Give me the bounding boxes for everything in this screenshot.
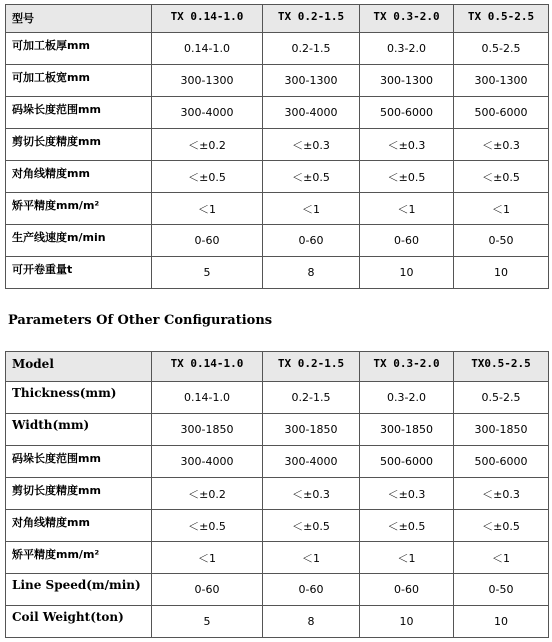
- table-header-row: [6, 5, 549, 33]
- row-label: Line Speed(m/min): [6, 574, 152, 606]
- row-label: 码垛长度范围mm: [6, 97, 152, 129]
- row-label: Coil Weight(ton): [6, 606, 152, 638]
- row-label: 可加工板宽mm: [6, 65, 152, 97]
- value-cell: 10: [454, 257, 549, 289]
- value-cell: ＜±0.5: [152, 510, 263, 542]
- value-cell: 300-1300: [263, 65, 360, 97]
- table-row: [6, 257, 549, 289]
- spec-table-other-configurations: [5, 351, 549, 638]
- value-cell: 500-6000: [360, 446, 454, 478]
- value-cell: 300-4000: [263, 97, 360, 129]
- table-row: [6, 414, 549, 446]
- value-cell: 0-60: [263, 225, 360, 257]
- value-cell: ＜±0.3: [263, 478, 360, 510]
- model-header-cell: TX 0.3-2.0: [360, 352, 454, 382]
- model-header-cell: TX 0.14-1.0: [152, 5, 263, 33]
- value-cell: 8: [263, 606, 360, 638]
- table-row: [6, 225, 549, 257]
- value-cell: 300-1850: [454, 414, 549, 446]
- value-cell: ＜±0.2: [152, 129, 263, 161]
- value-cell: ＜±0.5: [152, 161, 263, 193]
- row-label: 剪切长度精度mm: [6, 478, 152, 510]
- value-cell: 300-4000: [152, 446, 263, 478]
- row-label: 生产线速度m/min: [6, 225, 152, 257]
- value-cell: ＜1: [360, 193, 454, 225]
- table-row: [6, 97, 549, 129]
- value-cell: ＜±0.5: [454, 161, 549, 193]
- value-cell: 300-1850: [152, 414, 263, 446]
- value-cell: ＜±0.3: [360, 478, 454, 510]
- header-label-cell: 型号: [6, 5, 152, 33]
- value-cell: 5: [152, 257, 263, 289]
- model-header-cell: TX 0.5-2.5: [454, 5, 549, 33]
- row-label: 对角线精度mm: [6, 161, 152, 193]
- value-cell: 0.3-2.0: [360, 382, 454, 414]
- table-row: [6, 382, 549, 414]
- value-cell: 0.14-1.0: [152, 33, 263, 65]
- value-cell: 10: [454, 606, 549, 638]
- value-cell: 300-1300: [152, 65, 263, 97]
- value-cell: 0-60: [152, 574, 263, 606]
- table-row: [6, 542, 549, 574]
- model-header-cell: TX 0.2-1.5: [263, 352, 360, 382]
- value-cell: ＜±0.5: [360, 510, 454, 542]
- value-cell: 500-6000: [360, 97, 454, 129]
- row-label: 可加工板厚mm: [6, 33, 152, 65]
- value-cell: ＜±0.3: [263, 129, 360, 161]
- value-cell: 8: [263, 257, 360, 289]
- value-cell: ＜±0.3: [454, 478, 549, 510]
- row-label: 对角线精度mm: [6, 510, 152, 542]
- row-label: 矫平精度mm/m²: [6, 193, 152, 225]
- value-cell: 0-60: [152, 225, 263, 257]
- value-cell: 300-4000: [263, 446, 360, 478]
- table-row: [6, 65, 549, 97]
- section-title: Parameters Of Other Configurations: [8, 313, 273, 328]
- value-cell: 300-1850: [360, 414, 454, 446]
- value-cell: 5: [152, 606, 263, 638]
- value-cell: 0.5-2.5: [454, 382, 549, 414]
- row-label: 剪切长度精度mm: [6, 129, 152, 161]
- value-cell: ＜1: [152, 193, 263, 225]
- row-label: 码垛长度范围mm: [6, 446, 152, 478]
- table-header-row: [6, 352, 549, 382]
- table-row: [6, 478, 549, 510]
- table-row: [6, 33, 549, 65]
- value-cell: 0-50: [454, 225, 549, 257]
- value-cell: ＜1: [263, 542, 360, 574]
- value-cell: 0.5-2.5: [454, 33, 549, 65]
- value-cell: 300-1850: [263, 414, 360, 446]
- model-header-cell: TX0.5-2.5: [454, 352, 549, 382]
- row-label: 可开卷重量t: [6, 257, 152, 289]
- model-header-cell: TX 0.3-2.0: [360, 5, 454, 33]
- value-cell: ＜±0.5: [263, 161, 360, 193]
- value-cell: 0.2-1.5: [263, 33, 360, 65]
- row-label: Width(mm): [6, 414, 152, 446]
- table-row: [6, 193, 549, 225]
- value-cell: 0-60: [263, 574, 360, 606]
- value-cell: 300-4000: [152, 97, 263, 129]
- table-row: [6, 161, 549, 193]
- value-cell: ＜±0.2: [152, 478, 263, 510]
- header-label-cell: Model: [6, 352, 152, 382]
- value-cell: 10: [360, 606, 454, 638]
- value-cell: 0-50: [454, 574, 549, 606]
- value-cell: 0.14-1.0: [152, 382, 263, 414]
- value-cell: ＜±0.3: [360, 129, 454, 161]
- table-row: [6, 446, 549, 478]
- model-header-cell: TX 0.14-1.0: [152, 352, 263, 382]
- value-cell: ＜1: [152, 542, 263, 574]
- row-label: Thickness(mm): [6, 382, 152, 414]
- table-row: [6, 129, 549, 161]
- value-cell: 0.2-1.5: [263, 382, 360, 414]
- value-cell: ＜±0.3: [454, 129, 549, 161]
- value-cell: ＜±0.5: [263, 510, 360, 542]
- table-row: [6, 510, 549, 542]
- table-row: [6, 574, 549, 606]
- value-cell: 10: [360, 257, 454, 289]
- value-cell: ＜±0.5: [454, 510, 549, 542]
- value-cell: ＜1: [454, 542, 549, 574]
- value-cell: 300-1300: [454, 65, 549, 97]
- model-header-cell: TX 0.2-1.5: [263, 5, 360, 33]
- value-cell: 0-60: [360, 574, 454, 606]
- table-row: [6, 606, 549, 638]
- spec-table-main: [5, 4, 549, 289]
- value-cell: 0-60: [360, 225, 454, 257]
- value-cell: ＜1: [360, 542, 454, 574]
- value-cell: 500-6000: [454, 446, 549, 478]
- value-cell: 500-6000: [454, 97, 549, 129]
- value-cell: 300-1300: [360, 65, 454, 97]
- value-cell: ＜±0.5: [360, 161, 454, 193]
- value-cell: 0.3-2.0: [360, 33, 454, 65]
- row-label: 矫平精度mm/m²: [6, 542, 152, 574]
- value-cell: ＜1: [454, 193, 549, 225]
- value-cell: ＜1: [263, 193, 360, 225]
